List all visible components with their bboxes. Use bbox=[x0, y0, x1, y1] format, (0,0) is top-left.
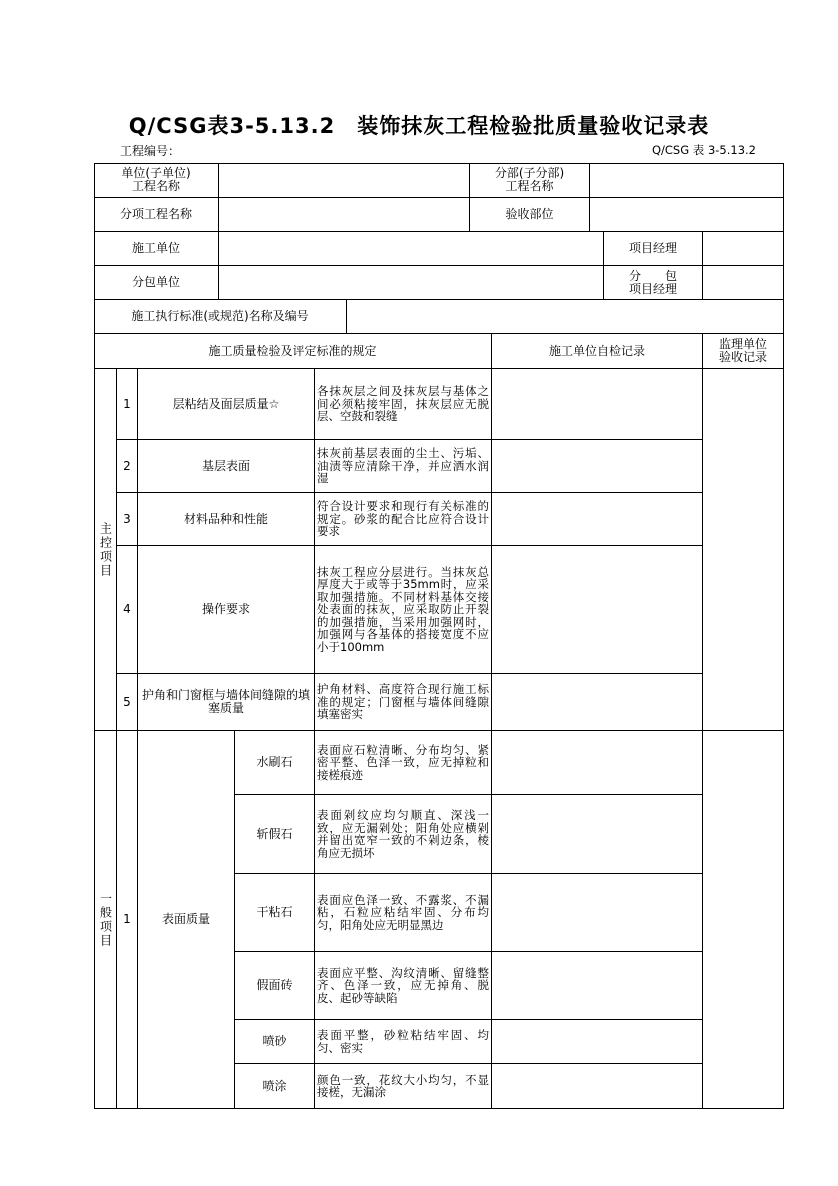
subcontractor-label: 分包单位 bbox=[94, 266, 219, 300]
sub-project-manager-label: 分 包 项目经理 bbox=[604, 266, 703, 300]
unit-name-value[interactable] bbox=[219, 163, 470, 198]
project-manager-value[interactable] bbox=[703, 232, 784, 266]
general-sub-name: 干粘石 bbox=[235, 874, 315, 952]
general-sub-self-check[interactable] bbox=[492, 952, 703, 1020]
general-sub-standard: 表面平整，砂粒粘结牢固、均匀、密实 bbox=[315, 1020, 492, 1064]
general-sub-self-check[interactable] bbox=[492, 731, 703, 795]
main-item-name: 护角和门窗框与墙体间缝隙的填塞质量 bbox=[138, 674, 315, 731]
main-item-no: 4 bbox=[117, 546, 138, 674]
main-item-standard: 抹灰前基层表面的尘土、污垢、油渍等应清除干净，并应洒水润湿 bbox=[315, 440, 492, 493]
subitem-name-label: 分项工程名称 bbox=[94, 198, 219, 232]
main-item-no: 5 bbox=[117, 674, 138, 731]
general-sub-name: 喷砂 bbox=[235, 1020, 315, 1064]
main-item-standard: 护角材料、高度符合现行施工标准的规定；门窗框与墙体间缝隙填塞密实 bbox=[315, 674, 492, 731]
main-item-name: 操作要求 bbox=[138, 546, 315, 674]
sub-project-manager-value[interactable] bbox=[703, 266, 784, 300]
general-sub-self-check[interactable] bbox=[492, 795, 703, 874]
main-item-no: 1 bbox=[117, 369, 138, 440]
unit-name-label: 单位(子单位) 工程名称 bbox=[94, 163, 219, 198]
project-number-label: 工程编号： bbox=[120, 144, 181, 158]
contractor-label: 施工单位 bbox=[94, 232, 219, 266]
subitem-name-value[interactable] bbox=[219, 198, 470, 232]
project-manager-label: 项目经理 bbox=[604, 232, 703, 266]
main-item-self-check[interactable] bbox=[492, 493, 703, 546]
subcontractor-value[interactable] bbox=[219, 266, 604, 300]
general-sub-self-check[interactable] bbox=[492, 874, 703, 952]
general-items-label: 一般项目 bbox=[94, 731, 117, 1109]
general-sub-standard: 表面应石粒清晰、分布均匀、紧密平整、色泽一致，应无掉粒和接槎痕迹 bbox=[315, 731, 492, 795]
general-item-no: 1 bbox=[117, 731, 138, 1109]
general-sub-name: 水刷石 bbox=[235, 731, 315, 795]
division-name-value[interactable] bbox=[590, 163, 784, 198]
main-item-self-check[interactable] bbox=[492, 440, 703, 493]
main-item-standard: 抹灰工程应分层进行。当抹灰总厚度大于或等于35mm时，应采取加强措施。不同材料基体交接处表面的抹灰，应采取防止开裂的加强措施，当采用加强网时，加强网与各基体的搭接宽度不应小于100mm bbox=[315, 546, 492, 674]
main-control-label: 主控项目 bbox=[94, 369, 117, 731]
division-name-label: 分部(子分部) 工程名称 bbox=[470, 163, 590, 198]
main-item-name: 基层表面 bbox=[138, 440, 315, 493]
general-sub-name: 喷涂 bbox=[235, 1064, 315, 1109]
form-code: Q/CSG 表 3-5.13.2 bbox=[651, 143, 756, 157]
general-sub-standard: 颜色一致，花纹大小均匀，不显接槎，无漏涂 bbox=[315, 1064, 492, 1109]
contractor-value[interactable] bbox=[219, 232, 604, 266]
standard-label: 施工执行标准(或规范)名称及编号 bbox=[94, 300, 347, 334]
main-item-no: 3 bbox=[117, 493, 138, 546]
main-item-standard: 符合设计要求和现行有关标准的规定。砂浆的配合比应符合设计要求 bbox=[315, 493, 492, 546]
general-supervisor[interactable] bbox=[703, 731, 784, 1109]
general-sub-self-check[interactable] bbox=[492, 1064, 703, 1109]
general-sub-standard: 表面应色泽一致、不露浆、不漏粘，石粒应粘结牢固、分布均匀，阳角处应无明显黑边 bbox=[315, 874, 492, 952]
self-check-header: 施工单位自检记录 bbox=[492, 334, 703, 369]
accept-part-value[interactable] bbox=[590, 198, 784, 232]
main-item-standard: 各抹灰层之间及抹灰层与基体之间必须粘接牢固，抹灰层应无脱层、空鼓和裂缝 bbox=[315, 369, 492, 440]
accept-part-label: 验收部位 bbox=[470, 198, 590, 232]
main-item-name: 层粘结及面层质量☆ bbox=[138, 369, 315, 440]
main-item-self-check[interactable] bbox=[492, 369, 703, 440]
main-control-supervisor[interactable] bbox=[703, 369, 784, 731]
general-sub-name: 假面砖 bbox=[235, 952, 315, 1020]
main-item-no: 2 bbox=[117, 440, 138, 493]
standard-value[interactable] bbox=[347, 300, 784, 334]
general-sub-standard: 表面应平整、沟纹清晰、留缝整齐、色泽一致，应无掉角、脱皮、起砂等缺陷 bbox=[315, 952, 492, 1020]
page-title: Q/CSG表3-5.13.2 装饰抹灰工程检验批质量验收记录表 bbox=[128, 114, 710, 138]
main-item-self-check[interactable] bbox=[492, 674, 703, 731]
rule-header: 施工质量检验及评定标准的规定 bbox=[94, 334, 492, 369]
general-item-name: 表面质量 bbox=[138, 731, 235, 1109]
supervisor-header: 监理单位 验收记录 bbox=[703, 334, 784, 369]
general-sub-standard: 表面剁纹应均匀顺直、深浅一致，应无漏剁处；阳角处应横剁并留出宽窄一致的不剁边条，棱角应无损坏 bbox=[315, 795, 492, 874]
main-item-name: 材料品种和性能 bbox=[138, 493, 315, 546]
general-sub-self-check[interactable] bbox=[492, 1020, 703, 1064]
main-item-self-check[interactable] bbox=[492, 546, 703, 674]
general-sub-name: 斩假石 bbox=[235, 795, 315, 874]
